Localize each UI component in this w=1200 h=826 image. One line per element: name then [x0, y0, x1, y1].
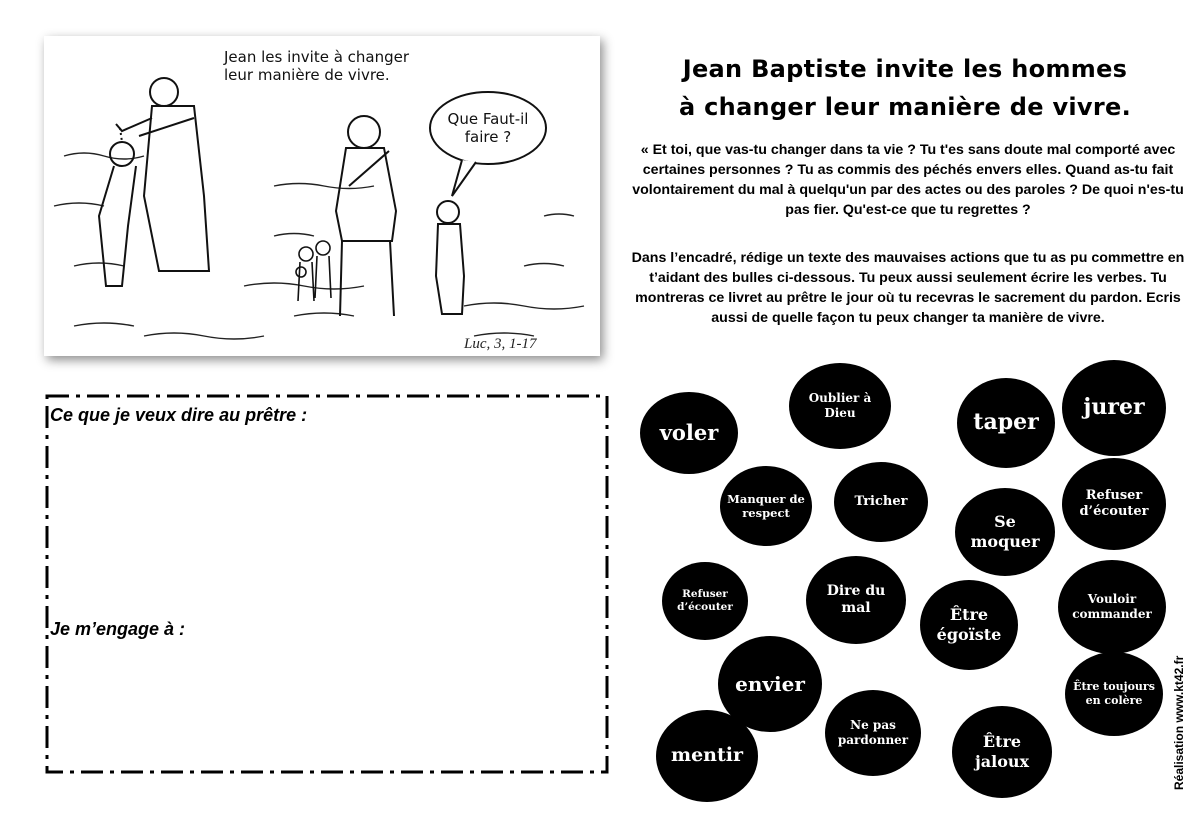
- page-title: [620, 50, 1190, 126]
- credit-text: Réalisation www.kt42.fr: [1172, 655, 1186, 790]
- bubble-refuser-ecouter-left: Refuser d’écouter: [662, 562, 748, 640]
- frame-label-commitment: Je m’engage à :: [50, 619, 186, 639]
- bubble-tricher: Tricher: [834, 462, 928, 542]
- illustration-caption-line1: Jean les invite à changer: [224, 48, 410, 66]
- baptism-illustration: [44, 36, 600, 356]
- bubble-dire-du-mal: Dire du mal: [806, 556, 906, 644]
- bubble-toujours-colere: Être toujours en colère: [1065, 652, 1163, 736]
- bible-reference: Luc, 3, 1-17: [464, 336, 537, 352]
- intro-paragraph: « Et toi, que vas-tu changer dans ta vie ? Tu t'es sans doute mal comporté avec certaines personnes ? Tu as commis des péchés envers elles. Quand as-tu fait volontairement du mal à quelqu'un par des actes ou des paroles ? De quoi n'es-tu pas fier. Qu'est-ce que tu regrettes ?: [632, 142, 1184, 218]
- illustration-caption-line2: leur manière de vivre.: [224, 66, 390, 84]
- writing-frame[interactable]: [44, 393, 610, 775]
- speech-line2: faire ?: [464, 128, 512, 146]
- bubble-egoiste: Être égoïste: [920, 580, 1018, 670]
- bubble-vouloir-commander: Vouloir commander: [1058, 560, 1166, 654]
- bubble-envier: envier: [718, 636, 822, 732]
- bubble-refuser-ecouter-right: Refuser d’écouter: [1062, 458, 1166, 550]
- bubble-mentir: mentir: [656, 710, 758, 802]
- bubble-voler: voler: [640, 392, 738, 474]
- title-line2: à changer leur manière de vivre.: [679, 93, 1131, 121]
- bubble-manquer-respect: Manquer de respect: [720, 466, 812, 546]
- speech-line1: Que Faut-il: [447, 110, 529, 128]
- title-line1: Jean Baptiste invite les hommes: [682, 55, 1128, 83]
- dash-dot-border: [44, 393, 610, 775]
- illustration-panel: [44, 36, 600, 356]
- bubble-etre-jaloux: Être jaloux: [952, 706, 1052, 798]
- bubble-taper: taper: [957, 378, 1055, 468]
- bubble-ne-pas-pardonner: Ne pas pardonner: [825, 690, 921, 776]
- bubble-se-moquer: Se moquer: [955, 488, 1055, 576]
- instructions-paragraph: Dans l’encadré, rédige un texte des mauvaises actions que tu as pu commettre en t’aidant des bulles ci-dessous. Tu peux aussi seulement écrire les verbes. Tu montreras ce livret au prêtre le jour où tu recevras le sacrement du pardon. Ecris aussi de quelle façon tu peux changer ta manière de vivre.: [631, 250, 1185, 326]
- bubble-oublier: Oublier à Dieu: [789, 363, 891, 449]
- frame-label-priest: Ce que je veux dire au prêtre :: [50, 405, 308, 425]
- bubble-jurer: jurer: [1062, 360, 1166, 456]
